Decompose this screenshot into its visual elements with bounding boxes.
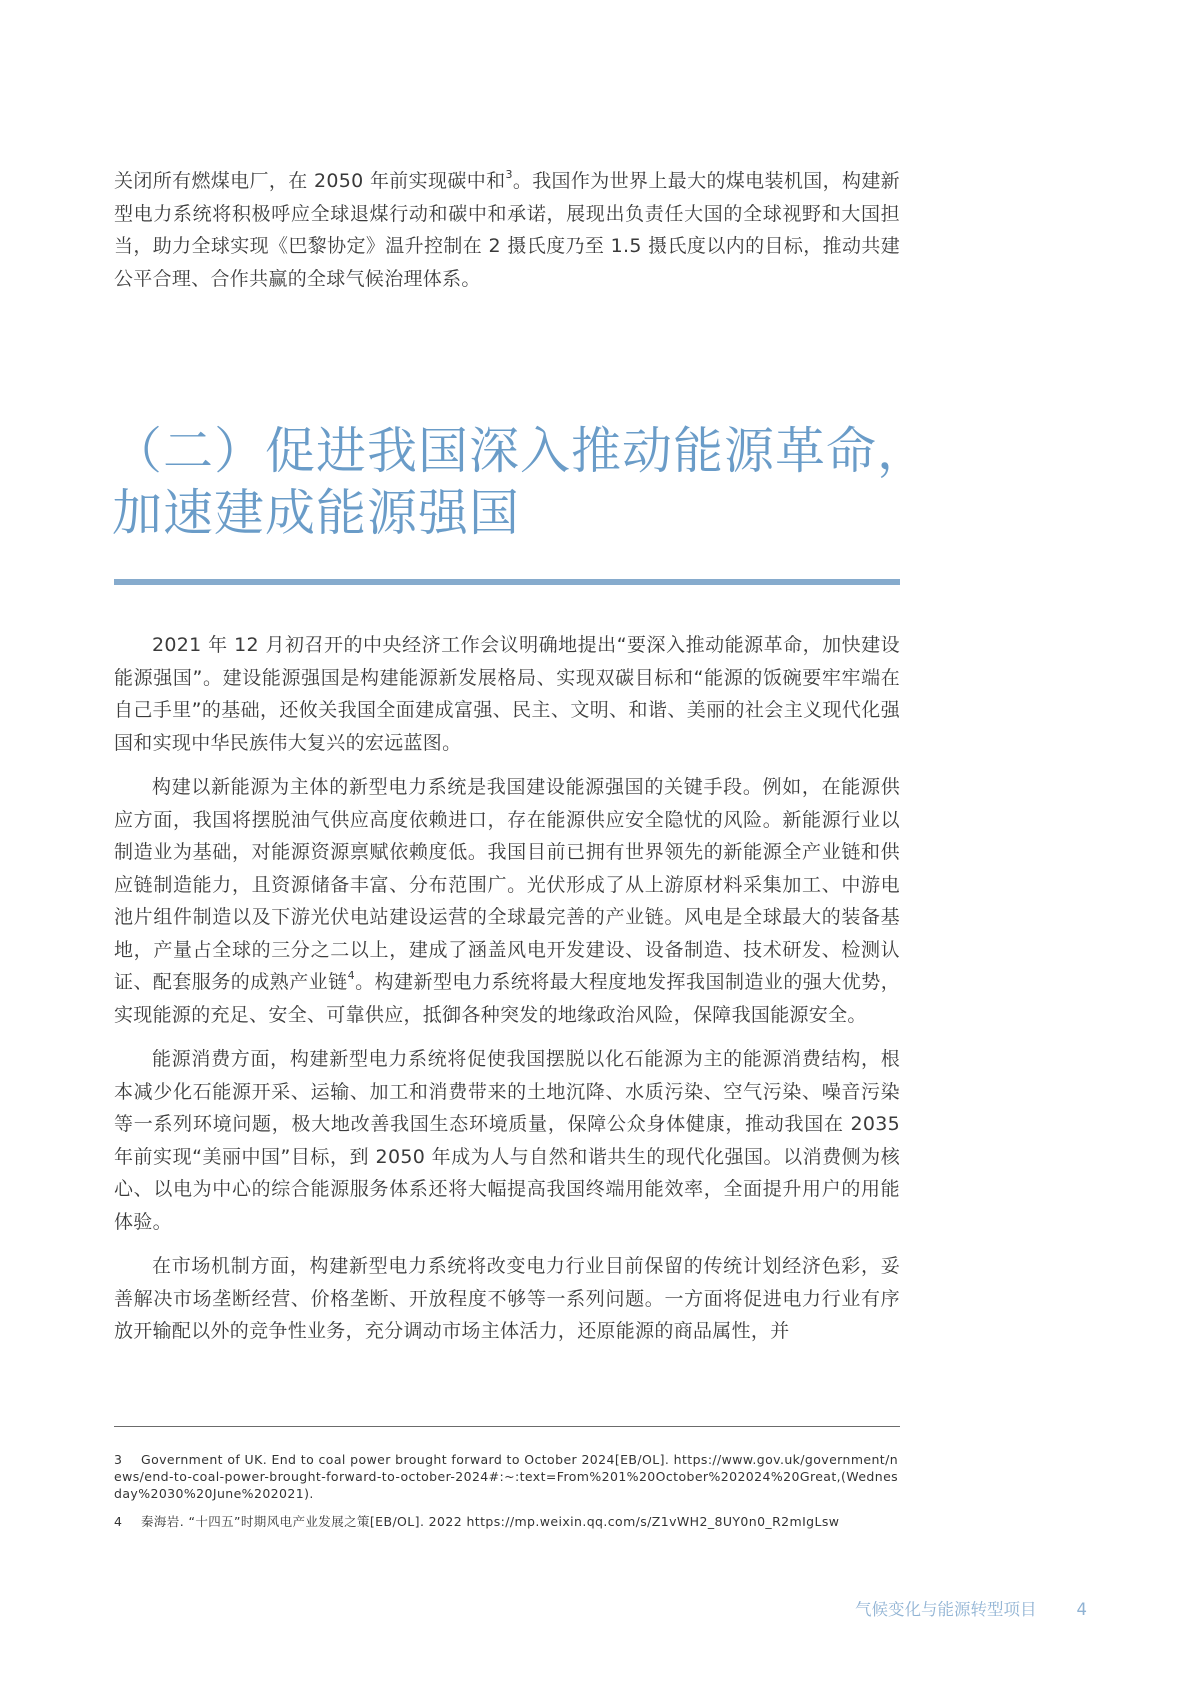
intro-text-start: 关闭所有燃煤电厂，在 2050 年前实现碳中和 [114,170,506,192]
page-number: 4 [1076,1600,1087,1619]
footnote-number: 4 [114,1514,123,1529]
footnote-item [114,1513,900,1530]
paragraph-market-mechanism: 在市场机制方面，构建新型电力系统将改变电力行业目前保留的传统计划经济色彩，妥善解决市场垄断经营、价格垄断、开放程度不够等一系列问题。一方面将促进电力行业有序放开输配以外的竞争性业务，充分调动市场主体活力，还原能源的商品属性，并 [114,1255,900,1342]
intro-text-end: 。我国作为世界上最大的煤电装机国，构建新型电力系统将积极呼应全球退煤行动和碳中和承诺，展现出负责任大国的全球视野和大国担当，助力全球实现《巴黎协定》温升控制在 2 摄氏度乃至 1.5 摄氏度以内的目标，推动共建公平合理、合作共赢的全球气候治理体系。 [114,170,900,290]
footnote-ref-4[interactable]: 4 [347,969,355,982]
heading-divider [114,579,900,585]
section-heading-line2: 加速建成能源强国 [112,484,520,542]
footnotes [114,1451,900,1541]
intro-paragraph-block [114,165,900,295]
footnote-number: 3 [114,1452,123,1467]
footer-title: 气候变化与能源转型项目 [855,1600,1037,1619]
footnote-ref-3[interactable]: 3 [505,168,513,181]
footnote-item [114,1451,900,1502]
paragraph-energy-supply [114,771,900,1031]
intro-paragraph [114,165,900,295]
footnote-divider [114,1426,900,1427]
paragraph-energy-power: 2021 年 12 月初召开的中央经济工作会议明确地提出“要深入推动能源革命，加快建设能源强国”。建设能源强国是构建能源新发展格局、实现双碳目标和“能源的饭碗要牢牢端在自己手里”的基础，还攸关我国全面建成富强、民主、文明、和谐、美丽的社会主义现代化强国和实现中华民族伟大复兴的宏远蓝图。 [114,634,900,754]
footnote-text[interactable]: Government of UK. End to coal power brought forward to October 2024[EB/OL]. https://www.gov.uk/government/news/end-to-coal-power-brought-forward-to-october-2024#:~:text=From%201%20October%202024%20Great,(Wednesday%2030%20June%202021). [114,1452,899,1501]
page-footer [855,1596,1087,1620]
footnote-text[interactable]: 秦海岩. “十四五”时期风电产业发展之策[EB/OL]. 2022 https://mp.weixin.qq.com/s/Z1vWH2_8UY0n0_R2mIgLsw [141,1514,840,1529]
paragraph-energy-consumption: 能源消费方面，构建新型电力系统将促使我国摆脱以化石能源为主的能源消费结构，根本减少化石能源开采、运输、加工和消费带来的土地沉降、水质污染、空气污染、噪音污染等一系列环境问题，极大地改善我国生态环境质量，保障公众身体健康，推动我国在 2035 年前实现“美丽中国”目标，到 2050 年成为人与自然和谐共生的现代化强国。以消费侧为核心、以电为中心的综合能源服务体系还将大幅提高我国终端用能效率，全面提升用户的用能体验。 [114,1048,900,1233]
body-text [114,629,900,1348]
section-heading [112,420,928,544]
section-heading-line1: （二）促进我国深入推动能源革命， [112,422,928,480]
supply-text-start: 构建以新能源为主体的新型电力系统是我国建设能源强国的关键手段。例如，在能源供应方面，我国将摆脱油气供应高度依赖进口，存在能源供应安全隐忧的风险。新能源行业以制造业为基础，对能源资源禀赋依赖度低。我国目前已拥有世界领先的新能源全产业链和供应链制造能力，且资源储备丰富、分布范围广。光伏形成了从上游原材料采集加工、中游电池片组件制造以及下游光伏电站建设运营的全球最完善的产业链。风电是全球最大的装备基地，产量占全球的三分之二以上，建成了涵盖风电开发建设、设备制造、技术研发、检测认证、配套服务的成熟产业链 [114,776,900,993]
supply-text-end: 。构建新型电力系统将最大程度地发挥我国制造业的强大优势，实现能源的充足、安全、可靠供应，抵御各种突发的地缘政治风险，保障我国能源安全。 [114,971,900,1026]
